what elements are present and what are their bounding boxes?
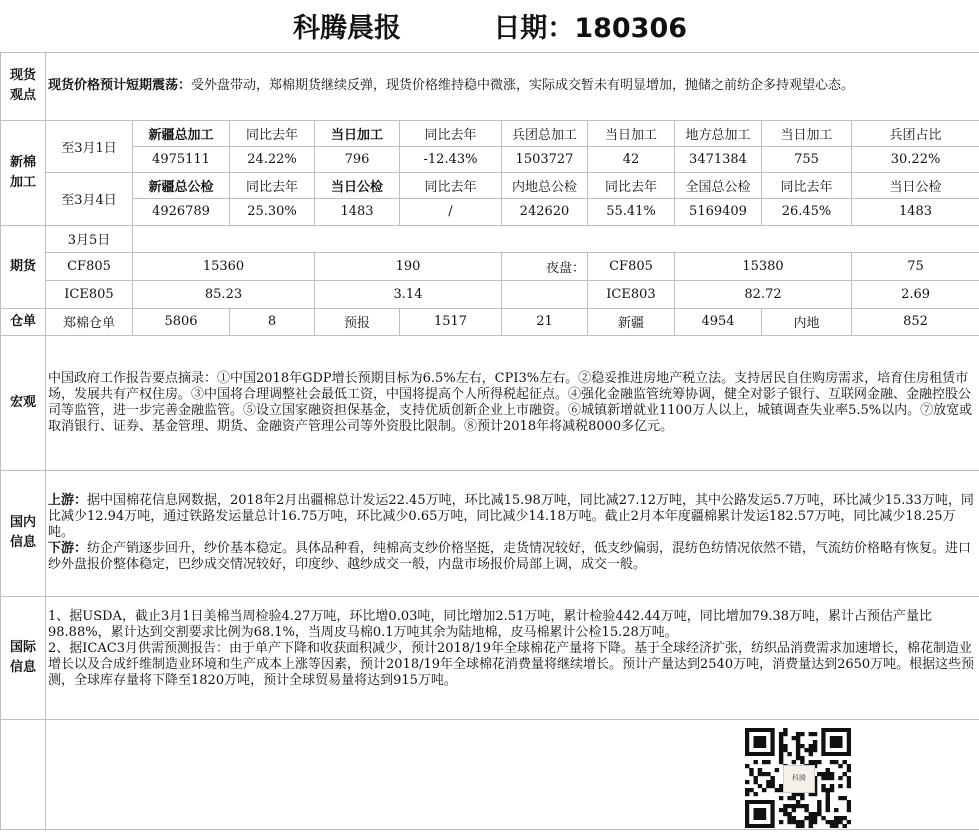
warehouse-cell: 4954 — [675, 308, 762, 335]
change-cf805: 190 — [315, 252, 502, 280]
header-cell: 同比去年 — [588, 172, 675, 198]
header-cell: 内地总公检 — [502, 172, 588, 198]
warehouse-cell: 预报 — [315, 308, 400, 335]
report-title: 科腾晨报 — [293, 13, 402, 45]
section-domestic: 国内信息 — [1, 470, 46, 596]
downstream-text: 纺企产销逐步回升，纱价基本稳定。具体品种看，纯棉高支纱价格坚挺，走货情况较好，低支纱偏弱，混纺色纺情况依然不错，气流纺价格略有恢复。进口纱外盘报价整体稳定，巴纱成交情况较好，印度纱、越纱成交一般，内盘市场报价局部上调，成交一般。 — [48, 541, 972, 572]
header-cell: 同比去年 — [230, 120, 315, 146]
section-futures: 期货 — [1, 225, 46, 308]
upstream-label: 上游： — [48, 493, 88, 508]
header-cell: 地方总加工 — [675, 120, 762, 146]
international-text — [46, 596, 979, 719]
value-cell: 42 — [588, 146, 675, 172]
qr-center-logo: 科腾 — [783, 765, 815, 793]
warehouse-cell: 852 — [852, 308, 979, 335]
header-cell: 兵团总加工 — [502, 120, 588, 146]
value-cell: 55.41% — [588, 198, 675, 225]
contract-cf805: CF805 — [46, 252, 133, 280]
title-cell — [1, 0, 979, 52]
section-international: 国际信息 — [1, 596, 46, 719]
value-cell: 1483 — [315, 198, 400, 225]
upstream-text: 据中国棉花信息网数据，2018年2月出疆棉总计发运22.45万吨，环比减15.98万吨，同比减27.12万吨，其中公路发运5.7万吨，环比减少15.33万吨，同比减少12.94万吨，通过铁路发运量总计16.75万吨，环比减少0.65万吨，同比减少14.18万吨。截止2月本年度疆棉累计发运182.57万吨，同比减少18.25万吨。 — [48, 493, 974, 540]
warehouse-cell: 8 — [230, 308, 315, 335]
date-label: 日期： — [493, 13, 575, 45]
contract-ice805: ICE805 — [46, 280, 133, 308]
warehouse-cell: 1517 — [400, 308, 502, 335]
contract-ice803: ICE803 — [588, 280, 675, 308]
downstream-label: 下游： — [48, 541, 88, 556]
section-macro: 宏观 — [1, 335, 46, 470]
change-ice803: 2.69 — [852, 280, 979, 308]
report-date: 180306 — [574, 13, 688, 45]
value-cell: 3471384 — [675, 146, 762, 172]
value-cell: 25.30% — [230, 198, 315, 225]
change-night-cf805: 75 — [852, 252, 979, 280]
value-cell: 26.45% — [762, 198, 852, 225]
header-cell: 全国总公检 — [675, 172, 762, 198]
header-cell: 新疆总加工 — [133, 120, 230, 146]
warehouse-cell: 5806 — [133, 308, 230, 335]
price-night-cf805: 15380 — [675, 252, 852, 280]
header-cell: 新疆总公检 — [133, 172, 230, 198]
header-cell: 同比去年 — [400, 120, 502, 146]
domestic-text — [46, 470, 979, 596]
value-cell: 4975111 — [133, 146, 230, 172]
international-item-1: 1、据USDA，截止3月1日美棉当周检验4.27万吨，环比增0.03吨，同比增加2.51万吨，累计检验442.44万吨，同比增加79.38万吨，累计占预估产量比98.88%，累计达到交割要求比例为68.1%，当周皮马棉0.1万吨其余为陆地棉，皮马棉累计公检15.28万吨。 — [48, 608, 933, 640]
value-cell: / — [400, 198, 502, 225]
international-item-2: 2、据ICAC3月供需预测报告：由于单产下降和收获面积减少，预计2018/19年全球棉花产量将下降。基于全球经济扩张，纺织品消费需求加速增长，棉花制造业增长以及合成纤维制造业环境和生产成本上涨等因素，预计2018/19年全球棉花消费量将继续增长。预计产量达到2540万吨，消费量达到2650万吨。根据这些预测，全球库存量将下降至1820万吨，预计全球贸易量将达到915万吨。 — [48, 640, 975, 688]
period-1: 至3月1日 — [46, 120, 133, 172]
warehouse-cell: 新疆 — [588, 308, 675, 335]
header-cell: 当日公检 — [852, 172, 979, 198]
value-cell: -12.43% — [400, 146, 502, 172]
value-cell: 4926789 — [133, 198, 230, 225]
value-cell: 242620 — [502, 198, 588, 225]
macro-text: 中国政府工作报告要点摘录：①中国2018年GDP增长预期目标为6.5%左右，CPI3%左右。②稳妥推进房地产税立法。支持居民自住购房需求，培育住房租赁市场，发展共有产权住房。③中国将合理调整社会最低工资，中国将提高个人所得税起征点。④强化金融监管统筹协调，健全对影子银行、互联网金融、金融控股公司等监管，进一步完善金融监管。⑤设立国家融资担保基金，支持优质创新企业上市融资。⑥城镇新增就业1100万人以上，城镇调查失业率5.5%以内。⑦放宽或取消银行、证券、基金管理、期货、金融资产管理公司等外资股比限制。⑧预计2018年将减税8000多亿元。 — [46, 335, 979, 470]
contract-night-cf805: CF805 — [588, 252, 675, 280]
price-cf805: 15360 — [133, 252, 315, 280]
header-cell: 同比去年 — [762, 172, 852, 198]
qr-code-icon — [745, 728, 851, 828]
price-ice805: 85.23 — [133, 280, 315, 308]
section-spot: 现货观点 — [1, 52, 46, 120]
spot-headline: 现货价格预计短期震荡： — [48, 78, 192, 93]
period-2: 至3月4日 — [46, 172, 133, 225]
value-cell: 5169409 — [675, 198, 762, 225]
price-ice803: 82.72 — [675, 280, 852, 308]
value-cell: 30.22% — [852, 146, 979, 172]
night-label: 夜盘： — [502, 252, 588, 280]
header-cell: 同比去年 — [230, 172, 315, 198]
value-cell: 24.22% — [230, 146, 315, 172]
change-ice805: 3.14 — [315, 280, 502, 308]
header-cell: 当日加工 — [588, 120, 675, 146]
spot-text — [46, 52, 979, 120]
value-cell: 1483 — [852, 198, 979, 225]
header-cell: 兵团占比 — [852, 120, 979, 146]
section-warehouse: 仓单 — [1, 308, 46, 335]
header-cell: 当日加工 — [315, 120, 400, 146]
warehouse-cell: 21 — [502, 308, 588, 335]
spot-body: 受外盘带动，郑棉期货继续反弹，现货价格维持稳中微涨，实际成交暂未有明显增加，抛储之前纺企多持观望心态。 — [191, 78, 855, 93]
value-cell: 1503727 — [502, 146, 588, 172]
warehouse-cell: 内地 — [762, 308, 852, 335]
night-label-blank — [502, 280, 588, 308]
header-cell: 当日加工 — [762, 120, 852, 146]
header-cell: 同比去年 — [400, 172, 502, 198]
header-cell: 当日公检 — [315, 172, 400, 198]
section-processing: 新棉加工 — [1, 120, 46, 225]
warehouse-cell: 郑棉仓单 — [46, 308, 133, 335]
value-cell: 796 — [315, 146, 400, 172]
value-cell: 755 — [762, 146, 852, 172]
futures-date: 3月5日 — [46, 225, 133, 252]
